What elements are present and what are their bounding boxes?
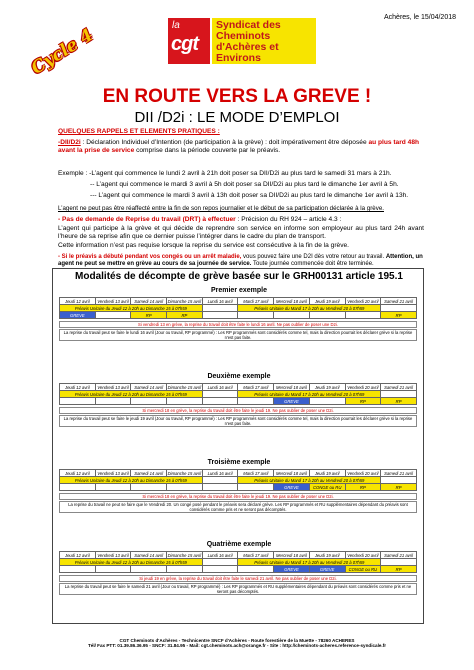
status-cell <box>167 398 203 405</box>
gap-cell <box>202 391 238 398</box>
status-cell: RP <box>345 398 381 405</box>
status-cell: RP <box>131 312 167 319</box>
day-cell: Samedi 21 avril <box>381 552 417 559</box>
status-row <box>60 484 417 491</box>
day-cell: Jeudi 19 avril <box>309 384 345 391</box>
day-cell: Samedi 21 avril <box>381 470 417 477</box>
status-cell: RP <box>381 484 417 491</box>
example-title: Deuxième exemple <box>207 373 271 380</box>
sub-title: DII /D2i : LE MODE D’EMPLOI <box>134 109 340 126</box>
day-cell: Vendredi 20 avril <box>345 470 381 477</box>
footer <box>0 638 474 648</box>
example-title: Troisième exemple <box>207 459 271 466</box>
day-cell: Jeudi 12 avril <box>60 298 96 305</box>
example-title: Quatrième exemple <box>206 541 272 548</box>
example-calendar <box>59 551 417 573</box>
status-cell <box>202 566 238 573</box>
status-cell: CONGE ou RU <box>345 566 381 573</box>
day-cell: Lundi 16 avril <box>202 470 238 477</box>
day-cell: Samedi 21 avril <box>381 384 417 391</box>
example-calendar <box>59 383 417 405</box>
day-cell: Vendredi 13 avril <box>95 384 131 391</box>
status-cell <box>202 398 238 405</box>
day-cell: Mercredi 18 avril <box>274 470 310 477</box>
preavis-row <box>60 559 417 566</box>
status-cell <box>60 484 96 491</box>
modalites-box <box>52 268 424 624</box>
status-row <box>60 312 417 319</box>
status-cell: GREVE <box>274 484 310 491</box>
gap-cell <box>381 305 417 312</box>
status-cell <box>95 484 131 491</box>
day-cell: Vendredi 13 avril <box>95 298 131 305</box>
day-cell: Mardi 17 avril <box>238 470 274 477</box>
days-row <box>60 470 417 477</box>
date: Achères, le 15/04/2018 <box>384 14 456 21</box>
day-cell: Samedi 14 avril <box>131 552 167 559</box>
status-cell <box>202 484 238 491</box>
status-cell <box>131 398 167 405</box>
example-note-1: Si vendredi 13 en grève, la reprise du travail doit être faite le lundi 16 avril. Ne pas oublier de poser une D2i. <box>59 321 417 328</box>
status-cell <box>60 398 96 405</box>
example-note-2: La reprise du travail ne peut se faire que le Vendredi 20. Un congé posé pendant le préavis sera déclaré grève. Les RP programmés et RU supplémentaires dépendant du préavis sont considérés comme pris et ne seront pas décomptés. <box>59 501 417 513</box>
cgt-logo-la: la <box>172 20 180 31</box>
preavis-row <box>60 477 417 484</box>
status-row <box>60 566 417 573</box>
cgt-logo <box>168 18 210 64</box>
drt-heading: - Pas de demande de Reprise du travail (DRT) à effectuer : Précision du RH 924 – article 4.3 : <box>58 216 342 223</box>
preavis-1: Préavis Unitaire du Jeudi 12 à 20h au Dimanche 15 à 07h59 <box>60 559 203 566</box>
example-calendar <box>59 469 417 491</box>
example-note-1: Si mercredi 18 en grève, la reprise du travail doit être faite le jeudi 19. Ne pas oublier de poser une D2i. <box>59 493 417 500</box>
day-cell: Mardi 17 avril <box>238 298 274 305</box>
gap-cell <box>381 391 417 398</box>
day-cell: Dimanche 15 avril <box>167 298 202 304</box>
footer-line1: CGT Cheminots d'Achères - Technicentre SNCF d'Achères - Route forestière de la Muette - 78260 ACHERES <box>119 638 355 643</box>
status-cell <box>202 312 238 319</box>
cycle-4-logo: Cycle 4 <box>27 25 97 79</box>
day-cell: Lundi 16 avril <box>202 298 238 305</box>
day-cell: Mercredi 18 avril <box>274 384 310 391</box>
status-cell: RP <box>381 398 417 405</box>
day-cell: Lundi 16 avril <box>202 552 238 559</box>
example-note-1: Si mercredi 18 en grève, la reprise du travail doit être faite le jeudi 19. Ne pas oublier de poser une D2i. <box>59 407 417 414</box>
status-cell <box>238 398 274 405</box>
example-note-2: La reprise du travail peut se faire le lundi 16 avril (Jour ou travail, RP programmé) : Les RP programmés sont considérés comme tel, mais la direction pourrait les déclarer grève si la reprise n'est pas faite. <box>59 329 417 341</box>
example-calendar <box>59 297 417 319</box>
syndicat-box <box>212 18 316 64</box>
day-cell: Samedi 14 avril <box>131 298 167 305</box>
day-cell: Vendredi 20 avril <box>345 552 381 559</box>
exemple-3: --- L’agent qui commence le mardi 3 avril à 13h doit poser sa DII/D2i au plus tard le dimanche 1er avril à 13h. <box>90 192 409 199</box>
days-row <box>60 384 417 391</box>
preavis-1: Préavis Unitaire du Jeudi 12 à 20h au Dimanche 15 à 07h59 <box>60 305 203 312</box>
status-cell <box>345 312 381 319</box>
day-cell: Vendredi 13 avril <box>95 470 131 477</box>
preavis-1: Préavis Unitaire du Jeudi 12 à 20h au Dimanche 15 à 07h59 <box>60 391 203 398</box>
status-cell: GREVE <box>309 566 345 573</box>
status-cell <box>131 566 167 573</box>
preavis-row <box>60 305 417 312</box>
status-cell: RP <box>167 312 203 319</box>
day-cell: Mercredi 18 avril <box>274 552 310 559</box>
day-cell: Samedi 21 avril <box>381 298 417 305</box>
rappels-heading: QUELQUES RAPPELS ET ELEMENTS PRATIQUES : <box>58 128 220 135</box>
day-cell: Samedi 14 avril <box>131 384 167 391</box>
gap-cell <box>381 477 417 484</box>
status-cell <box>131 484 167 491</box>
status-cell: RP <box>381 312 417 319</box>
exemple-2: -- L’agent qui commence le mardi 3 avril à 5h doit poser sa DII/D2i au plus tard le dimanche 1er avril à 5h. <box>90 181 399 188</box>
day-cell: Mardi 17 avril <box>238 384 274 391</box>
gap-cell <box>202 477 238 484</box>
status-cell <box>167 484 203 491</box>
preavis-paragraph: - Si le préavis a débuté pendant vos congés ou un arrêt maladie, vous pouvez faire une D2I dès votre retour au travail. Attention, un agent ne peut se mettre en grève au cours de sa journée de service. Toute journée commencée doit être terminée. <box>58 254 423 267</box>
drt-paragraph-2: Cette information n’est pas requise lorsque la reprise du service est consécutive à la fin de la grève. <box>58 242 350 249</box>
status-cell: GREVE <box>274 398 310 405</box>
status-cell <box>238 566 274 573</box>
preavis-2: Préavis Unitaire du Mardi 17 à 20h au Vendredi 20 à 07h59 <box>238 559 381 566</box>
status-cell <box>238 484 274 491</box>
day-cell: Vendredi 20 avril <box>345 384 381 391</box>
status-cell <box>95 566 131 573</box>
syndicat-line1: Syndicat des Cheminots <box>216 19 281 42</box>
cgt-logo-text: cgt <box>171 33 198 55</box>
day-cell: Mardi 17 avril <box>238 552 274 559</box>
status-cell <box>238 312 274 319</box>
day-cell: Jeudi 12 avril <box>60 470 96 477</box>
day-cell: Dimanche 15 avril <box>167 384 202 390</box>
gap-cell <box>202 559 238 566</box>
gap-cell <box>202 305 238 312</box>
day-cell: Jeudi 19 avril <box>309 552 345 559</box>
day-cell: Jeudi 19 avril <box>309 298 345 305</box>
status-cell <box>60 566 96 573</box>
day-cell: Jeudi 12 avril <box>60 552 96 559</box>
status-cell <box>309 398 345 405</box>
exemple-1: Exemple : -L’agent qui commence le lundi 2 avril à 21h doit poser sa DII/D2i au plus tard le samedi 31 mars à 21h. <box>58 170 392 177</box>
example-note-1: Si jeudi 19 en grève, la reprise du travail doit être faite le samedi 21 avril. Ne pas oublier de poser une D2i. <box>59 575 417 582</box>
day-cell: Mercredi 18 avril <box>274 298 310 305</box>
status-cell: RP <box>345 484 381 491</box>
example-note-2: La reprise du travail peut se faire le jeudi 19 avril (Jour ou travail, RP programmé) : Les RP programmés sont considérés comme tel, mais la direction pourrait les déclarer grève si la reprise n'est pas faite. <box>59 415 417 427</box>
status-cell <box>95 398 131 405</box>
status-cell <box>167 566 203 573</box>
preavis-1: Préavis Unitaire du Jeudi 12 à 20h au Dimanche 15 à 07h59 <box>60 477 203 484</box>
days-row <box>60 552 417 559</box>
dii-paragraph: -DII/D2i : Déclaration Individuel d’Intention (de participation à la grève) : doit impérativement être déposée au plus tard 48h avant la prise de service comprise dans la période couverte par le préavis. <box>58 139 420 155</box>
main-title: EN ROUTE VERS LA GREVE ! <box>102 86 372 107</box>
repos-note: L’agent ne peut pas être réaffecté entre la fin de son repos journalier et le début de sa participation déclarée à la grève. <box>58 205 384 212</box>
drt-paragraph-1: L’agent qui participe à la grève et qui décide de reprendre son service en informe son employeur au plus tard 24h avant l’heure de sa reprise afin que ce dernier puisse l’intégrer dans le cadre du plan de transport. <box>58 225 424 241</box>
day-cell: Lundi 16 avril <box>202 384 238 391</box>
status-cell <box>274 312 310 319</box>
gap-cell <box>381 559 417 566</box>
day-cell: Dimanche 15 avril <box>167 552 202 558</box>
status-row <box>60 398 417 405</box>
syndicat-line2: d'Achères et Environs <box>216 41 279 64</box>
day-cell: Samedi 14 avril <box>131 470 167 477</box>
status-cell: GREVE <box>274 566 310 573</box>
day-cell: Vendredi 20 avril <box>345 298 381 305</box>
status-cell: GREVE <box>60 312 96 319</box>
preavis-2: Préavis Unitaire du Mardi 17 à 20h au Vendredi 20 à 07h59 <box>238 305 381 312</box>
status-cell: CONGE ou RU <box>309 484 345 491</box>
example-note-2: La reprise du travail peut se faire le samedi 21 avril (Jour ou travail, RP programmé) : Les RP programmés et RU supplémentaires dépendant du préavis sont considérés comme pris et ne seront pas décomptés. <box>59 583 417 595</box>
days-row <box>60 298 417 305</box>
day-cell: Vendredi 13 avril <box>95 552 131 559</box>
status-cell: RP <box>381 566 417 573</box>
modalites-title: Modalités de décompte de grève basée sur le GRH00131 article 195.1 <box>75 271 403 282</box>
status-cell <box>309 312 345 319</box>
day-cell: Jeudi 12 avril <box>60 384 96 391</box>
preavis-2: Préavis Unitaire du Mardi 17 à 20h au Vendredi 20 à 07h59 <box>238 477 381 484</box>
footer-line2: Tél/ Fax PTT: 01.39.86.36.95 - SNCF: 31.84.95 - Mail: cgt.cheminots.ach@orange.fr - Site : http://cheminots-acheres.reference-syndicale.fr <box>87 643 387 648</box>
status-cell <box>95 312 131 319</box>
example-title: Premier exemple <box>210 287 268 294</box>
day-cell: Dimanche 15 avril <box>167 470 202 476</box>
day-cell: Jeudi 19 avril <box>309 470 345 477</box>
preavis-2: Préavis Unitaire du Mardi 17 à 20h au Vendredi 20 à 07h59 <box>238 391 381 398</box>
preavis-row <box>60 391 417 398</box>
